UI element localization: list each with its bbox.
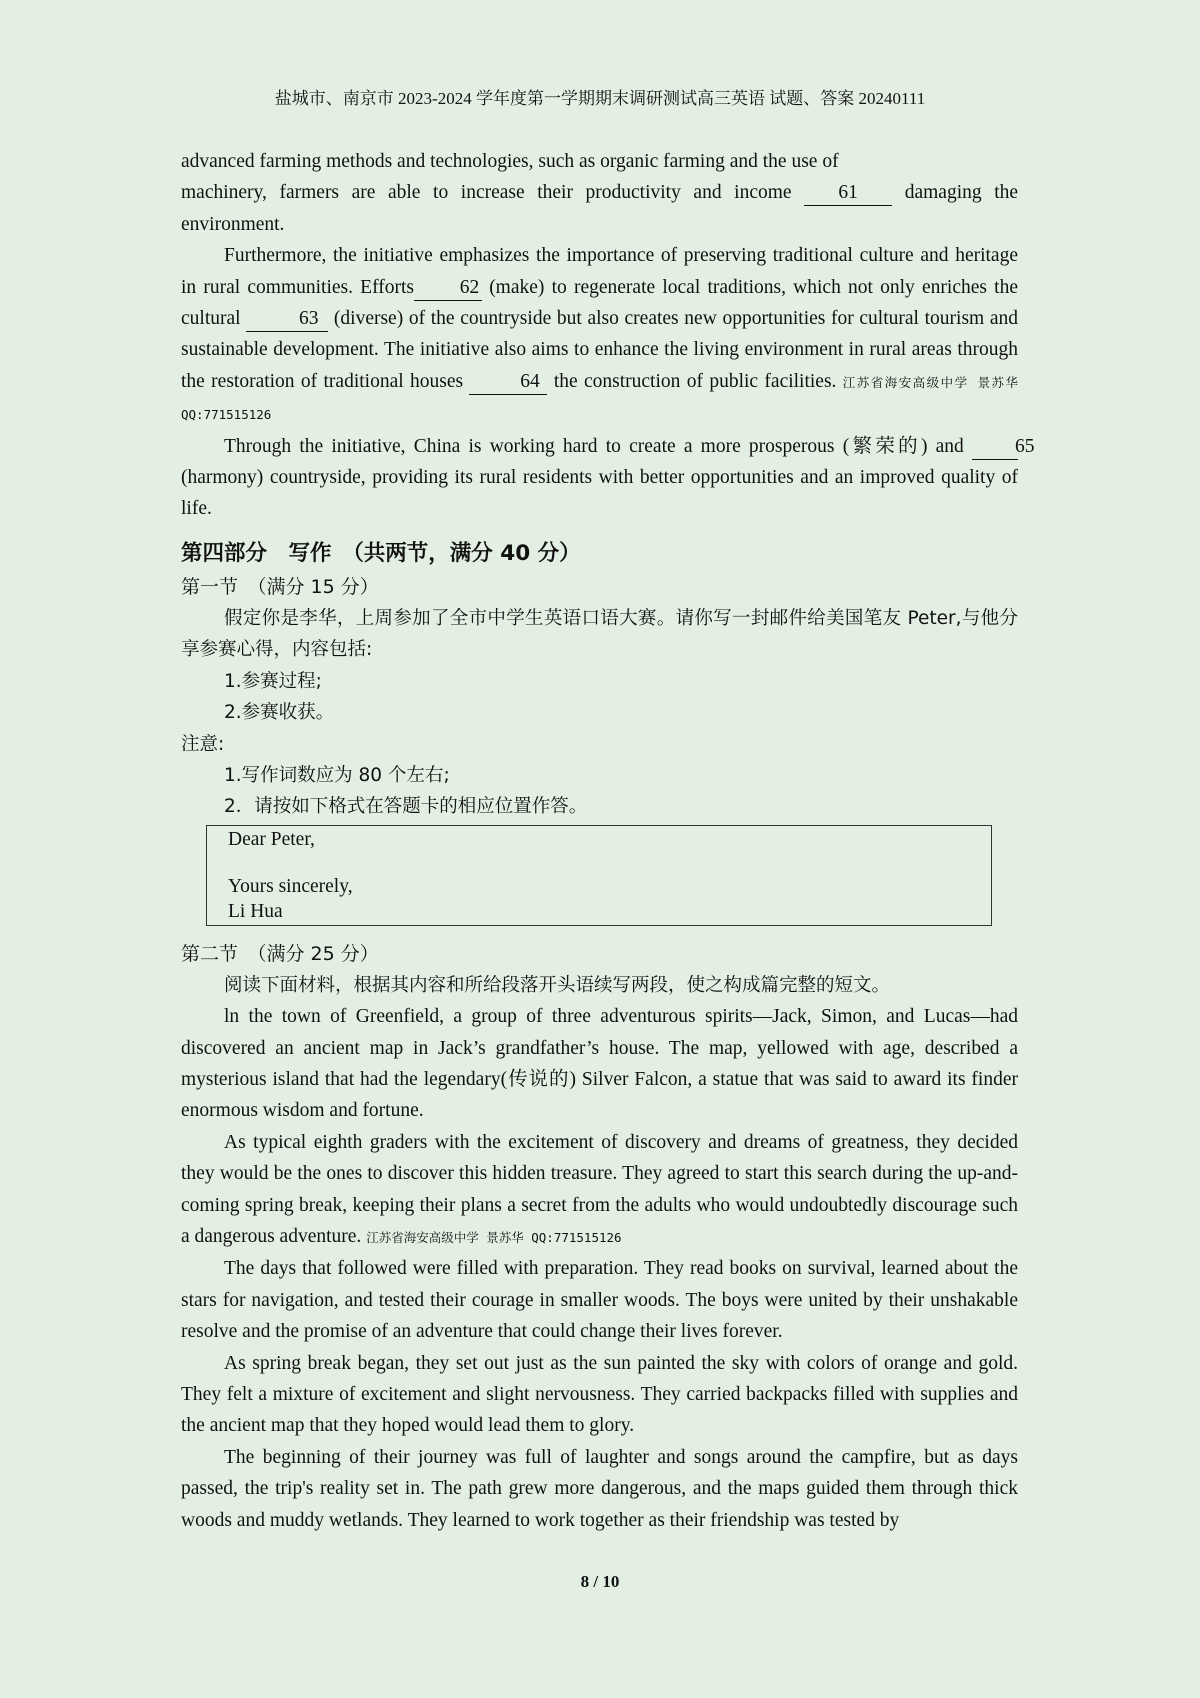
story-paragraph: The beginning of their journey was full of laughter and songs around the campfire, but as days passed, the trip's reality set in. The path grew more dangerous, and the maps guided them through thick woods and muddy wetlands. They learned to work together as their friendship was tested by bbox=[181, 1446, 1018, 1531]
letter-format-box bbox=[206, 825, 992, 926]
watermark: 江苏省海安高级中学 景苏华 QQ:771515126 bbox=[366, 1229, 622, 1245]
story-paragraph: As spring break began, they set out just as the sun painted the sky with colors of orange and gold. They felt a mixture of excitement and slight nervousness. They carried backpacks filled with supplies and the ancient map that they hoped would lead them to glory. bbox=[181, 1352, 1018, 1437]
answer-blank-61: 61 bbox=[804, 181, 892, 206]
section1-prompt: 假定你是李华，上周参加了全市中学生英语口语大赛。请你写一封邮件给美国笔友 Peter,与他分享参赛心得，内容包括: bbox=[181, 607, 1018, 661]
text-line: advanced farming methods and technologies, such as organic farming and the use of bbox=[181, 151, 839, 172]
answer-blank-62: 62 bbox=[414, 276, 482, 301]
text: (diverse) of the countryside but also creates new opportunities for cultural tourism and sustainable development. The initiative also aims to enhance the living environment in rural areas through the restoration of traditional houses bbox=[181, 308, 1019, 392]
requirement-item: 2.参赛收获。 bbox=[224, 702, 335, 724]
page-number: 8 / 10 bbox=[580, 1572, 620, 1591]
text: the construction of public facilities. bbox=[553, 370, 837, 392]
page-header: 盐城市、南京市 2023-2024 学年度第一学期期末调研测试高三英语 试题、答案 20240111 bbox=[274, 89, 926, 108]
text: Through the initiative, China is working hard to create a more prosperous (繁荣的) and bbox=[224, 435, 964, 457]
section2-title: 第二节 （满分 25 分） bbox=[181, 942, 379, 965]
text: machinery, farmers are able to increase their productivity and income bbox=[181, 182, 792, 204]
text: Furthermore, the initiative emphasizes the importance of preserving traditional culture and heritage in rural communities. Efforts bbox=[181, 245, 1018, 298]
text: (harmony) countryside, providing its rural residents with better opportunities and an improved quality of life. bbox=[181, 467, 1018, 520]
story-paragraph bbox=[181, 1127, 1018, 1254]
paragraph-prosperous bbox=[181, 431, 1035, 525]
letter-greeting: Dear Peter, bbox=[228, 828, 315, 850]
page-content bbox=[181, 146, 1035, 1536]
letter-body-space bbox=[228, 852, 991, 874]
story-paragraph: The days that followed were filled with preparation. They read books on survival, learned about the stars for navigation, and tested their courage in smaller woods. The boys were united by their unshakable resolve and the promise of an adventure that could change their lives forever. bbox=[181, 1258, 1018, 1343]
answer-blank-64: 64 bbox=[469, 370, 547, 395]
note-item: 2．请按如下格式在答题卡的相应位置作答。 bbox=[224, 796, 588, 818]
paragraph-culture bbox=[181, 240, 1018, 430]
letter-signature: Li Hua bbox=[228, 900, 283, 922]
section1-title: 第一节 （满分 15 分） bbox=[181, 575, 379, 598]
text: As typical eighth graders with the excitement of discovery and dreams of greatness, they decided they would be the ones to discover this hidden treasure. They agreed to start this search during the up-and-coming spring break, keeping their plans a secret from the adults who would undoubtedly discourage such a dangerous adventure. bbox=[181, 1131, 1018, 1247]
requirement-item: 1.参赛过程; bbox=[224, 670, 322, 692]
watermark: 江苏省海安高级中学 景苏华 QQ:771515126 bbox=[181, 374, 1019, 423]
paragraph-farming bbox=[181, 146, 1018, 240]
letter-closing: Yours sincerely, bbox=[228, 875, 353, 897]
part4-title: 第四部分 写作 （共两节，满分 40 分） bbox=[181, 540, 581, 566]
answer-blank-65: 65 bbox=[972, 435, 1018, 460]
note-label: 注意: bbox=[181, 733, 225, 755]
text: damaging the environment. bbox=[181, 182, 1019, 235]
note-item: 1.写作词数应为 80 个左右; bbox=[224, 764, 450, 786]
text: (make) to regenerate local traditions, which not only enriches the cultural bbox=[181, 276, 1018, 330]
story-paragraph: ln the town of Greenfield, a group of three adventurous spirits—Jack, Simon, and Lucas—had discovered an ancient map in Jack’s grandfather’s house. The map, yellowed with age, described a mysterious island that had the legendary(传说的) Silver Falcon, a statue that was said to award its finder enormous wisdom and fortune. bbox=[181, 1006, 1018, 1122]
section2-instruction: 阅读下面材料，根据其内容和所给段落开头语续写两段，使之构成篇完整的短文。 bbox=[224, 974, 891, 996]
answer-blank-63: 63 bbox=[246, 307, 328, 332]
